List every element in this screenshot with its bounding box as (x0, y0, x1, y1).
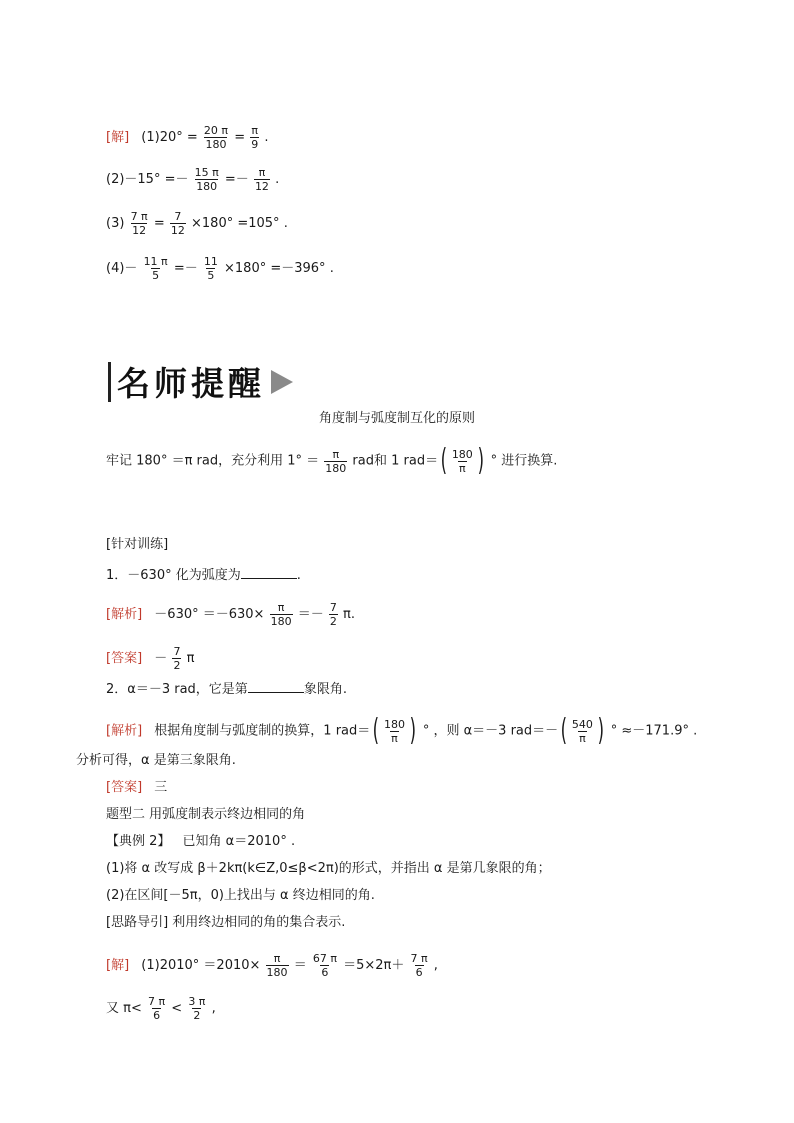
analysis-2-conclusion: 分析可得，α 是第三象限角. (76, 753, 236, 768)
heading-title: 名师提醒 (117, 364, 265, 403)
solution-tag: [解] (106, 130, 130, 145)
answer-blank (248, 680, 304, 693)
answer-2: [答案] 三 (106, 780, 168, 795)
fraction: $\frac{15 \pi}{180}$ (194, 166, 219, 193)
fraction: $\frac{67 \pi}{6}$ (312, 952, 337, 979)
analysis-2: [解析] 根据角度制与弧度制的换算，1 rad＝( $\frac{180}{\pi}$ ) ° ，则 α＝－3 rad＝－( $\frac{540}{\pi}$ ) ° ≈－171.9° . (106, 713, 698, 748)
fraction: $\frac{180}{\pi}$ (451, 447, 473, 475)
fraction: $\frac{180}{\pi}$ (383, 717, 405, 745)
question-1: 1．－630° 化为弧度为 . (106, 568, 301, 583)
fraction: $\frac{11 \pi}{5}$ (143, 255, 168, 282)
answer-blank (241, 566, 297, 579)
fraction: $\frac{\pi}{9}$ (251, 124, 259, 151)
solution-tag: [解] (106, 958, 130, 973)
fraction: $\frac{7}{2}$ (173, 645, 181, 672)
text: (1)20° = (141, 130, 198, 145)
fraction: $\frac{\pi}{180}$ (270, 601, 292, 628)
right-paren: ) (409, 713, 417, 748)
right-paren: ) (597, 713, 604, 748)
fraction: $\frac{11}{5}$ (203, 255, 218, 282)
fraction: $\frac{20 \pi}{180}$ (203, 124, 229, 151)
answer-1: [答案] － $\frac{7}{2}$ π (106, 645, 195, 672)
section-heading (108, 358, 293, 405)
type2-title: 题型二 用弧度制表示终边相同的角 (106, 807, 306, 822)
fraction: $\frac{540}{\pi}$ (571, 717, 593, 745)
tip-title: 角度制与弧度制互化的原则 (318, 411, 475, 426)
hint: [思路导引] 利用终边相同的角的集合表示. (106, 915, 346, 930)
question-2: 2．α＝－3 rad，它是第 象限角. (106, 682, 347, 697)
example-tag: 【典例 2】 (106, 834, 171, 849)
solution1-line3: (3) $\frac{7 \pi}{12}$ = $\frac{7}{12}$ ×180° =105° . (106, 210, 288, 237)
fraction: $\frac{\pi}{180}$ (325, 447, 347, 475)
tip-text: 牢记 180° ＝π rad，充分利用 1° ＝ $\frac{\pi}{180}$ rad和 1 rad＝( $\frac{180}{\pi}$ ) ° 进行换算. (106, 443, 558, 478)
triangle-arrow-icon (271, 370, 293, 394)
solution1-line1: [解] (1)20° = $\frac{20 \pi}{180}$ = $\frac{\pi}{9}$ . (106, 124, 269, 151)
left-paren: ( (560, 713, 568, 748)
fraction: $\frac{\pi}{180}$ (266, 952, 288, 979)
heading-bar (108, 362, 111, 402)
right-paren: ) (477, 443, 484, 478)
left-paren: ( (372, 713, 380, 748)
example-part2: (2)在区间[－5π，0)上找出与 α 终边相同的角. (106, 888, 375, 903)
fraction: $\frac{3 \pi}{2}$ (188, 995, 206, 1022)
solution2-line1: [解] (1)2010° ＝2010× $\frac{\pi}{180}$ ＝ $\frac{67 \pi}{6}$ ＝5×2π＋ $\frac{7 \pi}{6}$ , (106, 952, 438, 979)
analysis-tag: [解析] (106, 723, 143, 739)
analysis-tag: [解析] (106, 607, 143, 622)
fraction: $\frac{7}{2}$ (329, 601, 337, 628)
solution1-line2: (2)－15° =－ $\frac{15 \pi}{180}$ =－ $\frac{\pi}{12}$ . (106, 166, 280, 193)
example-part1: (1)将 α 改写成 β＋2kπ(k∈Z,0≤β<2π)的形式，并指出 α 是第几象限的角； (106, 861, 551, 876)
training-label: [针对训练] (106, 537, 169, 552)
answer-tag: [答案] (106, 780, 143, 795)
fraction: $\frac{7}{12}$ (170, 210, 185, 237)
fraction: $\frac{\pi}{12}$ (254, 166, 269, 193)
left-paren: ( (440, 443, 448, 478)
example-2: 【典例 2】 已知角 α＝2010° . (106, 834, 296, 849)
analysis-1: [解析] －630° ＝－630× $\frac{\pi}{180}$ ＝－ $\frac{7}{2}$ π. (106, 601, 355, 628)
fraction: $\frac{7 \pi}{6}$ (410, 952, 428, 979)
solution1-line4: (4)－ $\frac{11 \pi}{5}$ =－ $\frac{11}{5}$ ×180° =－396° . (106, 255, 334, 282)
solution2-line2: 又 π< $\frac{7 \pi}{6}$ < $\frac{3 \pi}{2}$ , (106, 995, 216, 1022)
fraction: $\frac{7 \pi}{6}$ (148, 995, 166, 1022)
answer-tag: [答案] (106, 651, 143, 666)
fraction: $\frac{7 \pi}{12}$ (130, 210, 148, 237)
